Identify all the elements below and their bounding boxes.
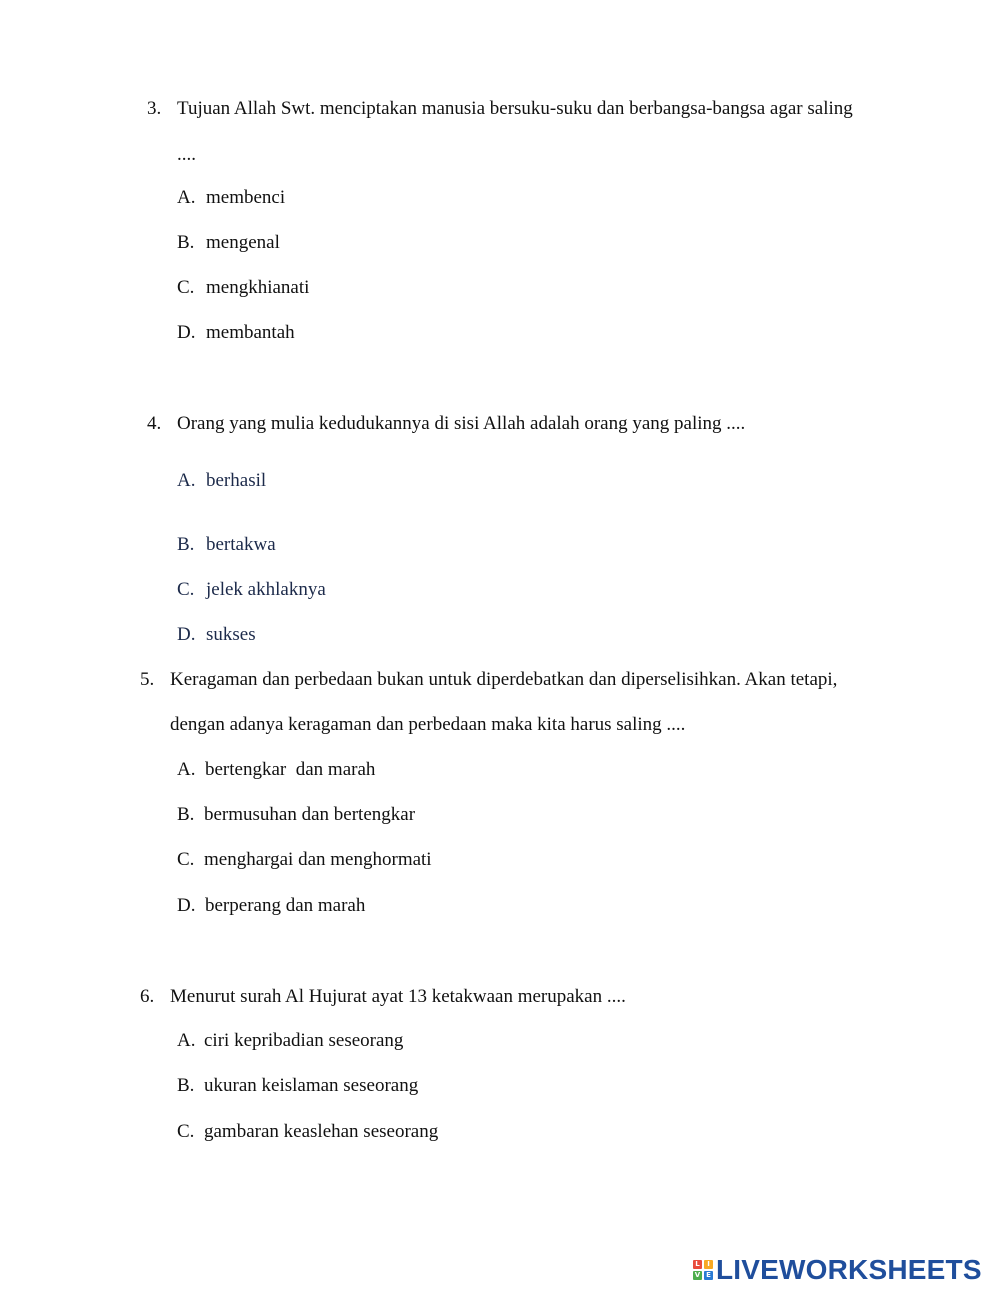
option-text: bertengkar dan marah (205, 759, 376, 780)
logo-block-v: V (694, 1271, 701, 1279)
question-5-option-d[interactable] (177, 894, 365, 918)
option-letter: C. (177, 579, 195, 600)
question-4-option-a[interactable] (177, 469, 266, 493)
question-5-number: 5. (140, 669, 155, 690)
question-4-option-b[interactable] (177, 533, 276, 557)
option-text: jelek akhlaknya (206, 579, 326, 600)
question-6-option-a[interactable] (177, 1029, 403, 1053)
option-text: membantah (206, 322, 295, 343)
question-6-number: 6. (140, 986, 155, 1007)
question-5-option-b[interactable] (177, 803, 415, 827)
option-letter: D. (177, 624, 196, 645)
question-6-option-b[interactable] (177, 1074, 418, 1098)
option-letter: B. (177, 534, 195, 555)
question-5-text-cont: dengan adanya keragaman dan perbedaan maka kita harus saling .... (170, 714, 686, 735)
option-letter: B. (177, 804, 195, 825)
option-letter: D. (177, 322, 196, 343)
option-text: bermusuhan dan bertengkar (204, 804, 416, 825)
option-letter: C. (177, 1121, 195, 1142)
option-text: berperang dan marah (205, 895, 366, 916)
question-5-option-c[interactable] (177, 848, 432, 872)
option-letter: A. (177, 470, 196, 491)
question-3-text: Tujuan Allah Swt. menciptakan manusia bersuku-suku dan berbangsa-bangsa agar saling (177, 98, 853, 119)
question-4-text: Orang yang mulia kedudukannya di sisi Allah adalah orang yang paling .... (177, 413, 746, 434)
option-text: menghargai dan menghormati (204, 849, 432, 870)
option-text: membenci (206, 187, 286, 208)
option-text: ciri kepribadian seseorang (204, 1030, 404, 1051)
question-3-option-b[interactable] (177, 231, 280, 255)
question-3-number: 3. (147, 98, 162, 119)
logo-blocks-icon (693, 1260, 713, 1280)
question-3-text-cont: .... (177, 144, 196, 165)
option-text: bertakwa (206, 534, 276, 555)
question-4-option-d[interactable] (177, 623, 256, 647)
logo-block-e: E (704, 1271, 713, 1280)
option-letter: B. (177, 1075, 195, 1096)
logo-text: LIVEWORKSHEETS (716, 1254, 982, 1285)
logo-block-i: I (704, 1260, 713, 1269)
question-3-option-c[interactable] (177, 276, 309, 300)
question-5-text: Keragaman dan perbedaan bukan untuk diperdebatkan dan diperselisihkan. Akan tetapi, (170, 669, 838, 690)
option-letter: A. (177, 187, 196, 208)
option-letter: B. (177, 232, 195, 253)
question-3-option-a[interactable] (177, 186, 285, 210)
question-3-option-d[interactable] (177, 321, 295, 345)
question-5-option-a[interactable] (177, 758, 375, 782)
liveworksheets-logo (693, 1255, 982, 1285)
option-text: ukuran keislaman seseorang (204, 1075, 419, 1096)
option-letter: A. (177, 1030, 196, 1051)
option-text: gambaran keaslehan seseorang (204, 1121, 439, 1142)
option-text: mengkhianati (206, 277, 310, 298)
option-text: mengenal (206, 232, 280, 253)
option-text: berhasil (206, 470, 267, 491)
option-letter: C. (177, 277, 195, 298)
option-letter: A. (177, 759, 196, 780)
option-letter: D. (177, 895, 196, 916)
logo-block-l: L (693, 1260, 702, 1269)
question-6-option-c[interactable] (177, 1120, 438, 1144)
question-4-option-c[interactable] (177, 578, 326, 602)
option-letter: C. (177, 849, 195, 870)
question-6-text: Menurut surah Al Hujurat ayat 13 ketakwaan merupakan .... (170, 986, 626, 1007)
question-4-number: 4. (147, 413, 162, 434)
option-text: sukses (206, 624, 256, 645)
